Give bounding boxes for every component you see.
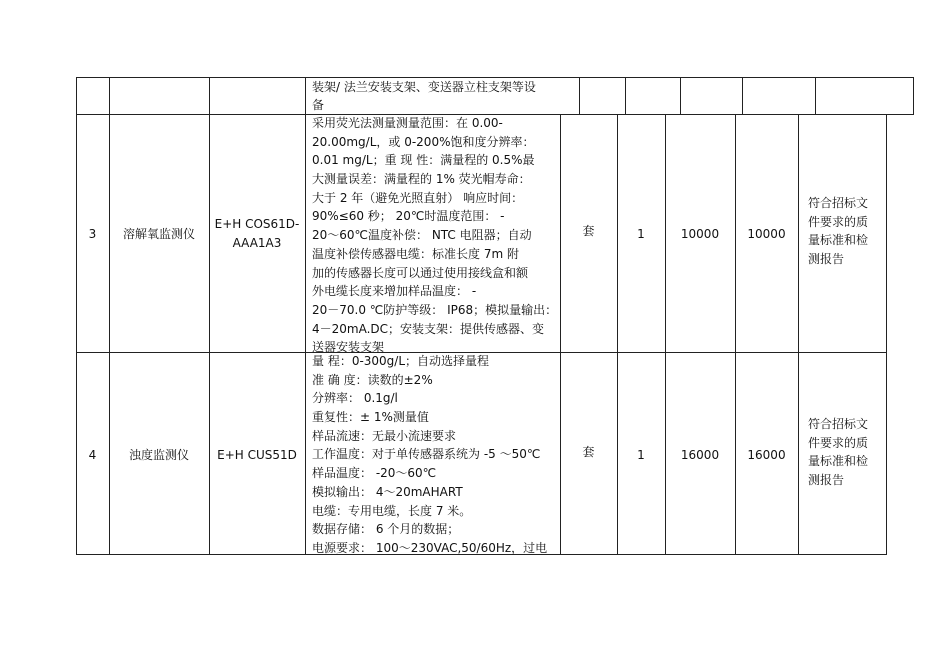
remark-line: 符合招标文 xyxy=(808,196,869,210)
grid-line xyxy=(625,77,626,114)
desc-line: 20－70.0 ℃防护等级： IP68；模拟量输出： xyxy=(312,302,558,317)
row-number: 4 xyxy=(88,448,97,462)
grid-line xyxy=(76,114,77,554)
desc-line: 量 程：0-300g/L；自动选择量程 xyxy=(312,354,490,368)
remark-line: 符合招标文 xyxy=(808,417,869,431)
item-description xyxy=(312,352,547,558)
grid-line xyxy=(680,77,681,114)
grid-line xyxy=(109,114,110,554)
desc-line: 样品流速：无最小流速要求 xyxy=(312,428,457,443)
desc-line: 20～60℃温度补偿： NTC 电阻器；自动 xyxy=(312,228,532,243)
grid-line xyxy=(735,114,736,554)
item-description xyxy=(312,114,557,357)
item-name: 溶解氧监测仪 xyxy=(122,227,195,241)
desc-line: 工作温度：对于单传感器系统为 -5 ～50℃ xyxy=(312,447,541,462)
grid-line xyxy=(815,77,816,114)
item-quantity: 1 xyxy=(637,227,645,241)
desc-line: 90%≤60 秒； 20℃时温度范围： - xyxy=(312,209,505,224)
item-remark xyxy=(808,194,868,269)
grid-line xyxy=(742,77,743,114)
item-name: 浊度监测仪 xyxy=(128,448,189,462)
item-total-price: 16000 xyxy=(747,448,786,462)
desc-line: 4－20mA.DC；安装支架：提供传感器、变 xyxy=(312,321,545,336)
desc-line: 样品温度： -20～60℃ xyxy=(312,466,437,481)
desc-line: 准 确 度：读数的±2% xyxy=(312,372,433,387)
row-number: 3 xyxy=(88,227,97,241)
desc-line: 数据存储： 6 个月的数据； xyxy=(312,522,460,537)
grid-line xyxy=(305,77,306,114)
grid-line xyxy=(913,77,914,114)
item-model: AAA1A3 xyxy=(232,236,282,250)
remark-line: 件要求的质 xyxy=(808,435,869,450)
desc-line: 大于 2 年（避免光照直射） 响应时间： xyxy=(312,190,524,205)
grid-line xyxy=(76,77,77,114)
item-remark xyxy=(808,415,868,490)
desc-line: 20.00mg/L，或 0-200%饱和度分辨率： xyxy=(312,134,535,149)
grid-line xyxy=(305,114,306,554)
grid-line xyxy=(579,77,580,114)
grid-line xyxy=(798,114,799,554)
item-unit-price: 16000 xyxy=(680,448,720,462)
item-model: E+H COS61D- xyxy=(214,217,300,231)
item-unit: 套 xyxy=(582,224,595,238)
desc-line: 0.01 mg/L；重 现 性：满量程的 0.5%最 xyxy=(312,153,535,168)
remark-line: 测报告 xyxy=(808,252,845,267)
item-quantity: 1 xyxy=(637,448,645,462)
grid-line xyxy=(617,114,618,554)
desc-line: 加的传感器长度可以通过使用接线盒和额 xyxy=(312,265,529,280)
grid-line xyxy=(209,114,210,554)
grid-line xyxy=(560,114,561,554)
desc-line: 大测量误差：满量程的 1% 荧光帽寿命： xyxy=(312,172,531,187)
desc-line: 温度补偿传感器电缆：标准长度 7m 附 xyxy=(312,246,519,261)
top-row-desc-line2: 备 xyxy=(312,98,325,112)
grid-line xyxy=(886,114,887,554)
grid-line xyxy=(209,77,210,114)
desc-line: 电缆：专用电缆，长度 7 米。 xyxy=(312,503,472,518)
desc-line: 重复性：± 1%测量值 xyxy=(312,410,429,425)
grid-line xyxy=(109,77,110,114)
item-total-price: 10000 xyxy=(747,227,786,241)
item-unit: 套 xyxy=(582,445,595,459)
remark-line: 件要求的质 xyxy=(808,214,869,229)
desc-line: 外电缆长度来增加样品温度： - xyxy=(312,284,477,299)
item-unit-price: 10000 xyxy=(680,227,720,241)
remark-line: 量标准和检 xyxy=(808,233,869,248)
item-model: E+H CUS51D xyxy=(217,448,297,462)
top-row-desc-line1: 装架/ 法兰安装支架、变送器立柱支架等设 xyxy=(312,80,536,94)
desc-line: 分辨率： 0.1g/l xyxy=(312,391,398,406)
desc-line: 电源要求： 100～230VAC,50/60Hz，过电 xyxy=(312,540,548,555)
remark-line: 测报告 xyxy=(808,473,845,488)
desc-line: 送器安装支架 xyxy=(312,340,385,355)
desc-line: 模拟输出： 4～20mAHART xyxy=(312,484,463,499)
grid-line xyxy=(665,114,666,554)
desc-line: 采用荧光法测量测量范围：在 0.00- xyxy=(312,116,503,130)
remark-line: 量标准和检 xyxy=(808,454,869,469)
